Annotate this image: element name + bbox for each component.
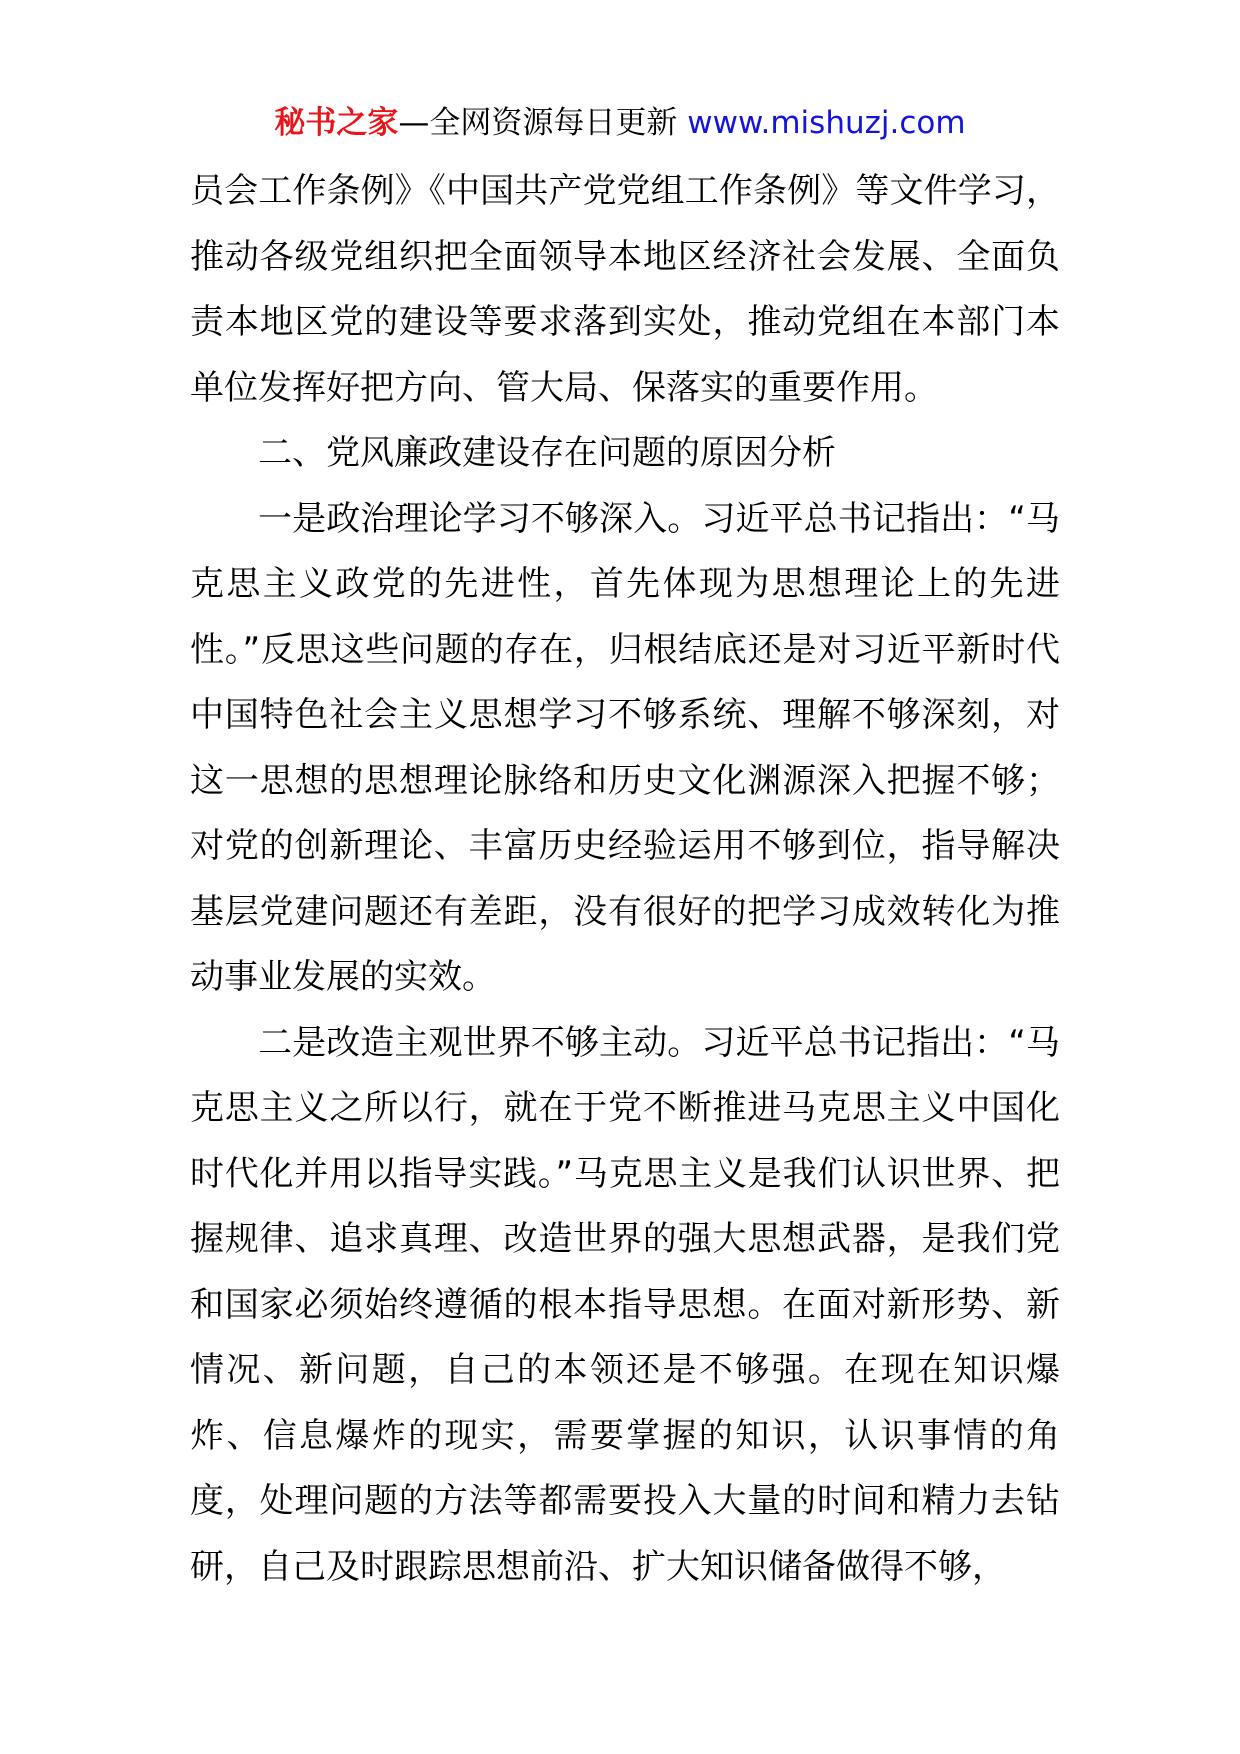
section-heading: 二、党风廉政建设存在问题的原因分析 <box>258 433 836 473</box>
header-tagline: —全网资源每日更新 <box>398 105 688 141</box>
paragraph-reason-one: 一是政治理论学习不够深入。习近平总书记指出：“马克思主义政党的先进性，首先体现为思想理论上的先进性。”反思这些问题的存在，归根结底还是对习近平新时代中国特色社会主义思想学习不够系统、理解不够深刻，对这一思想的思想理论脉络和历史文化渊源深入把握不够；对党的创新理论、丰富历史经验运用不够到位，指导解决基层党建问题还有差距，没有很好的把学习成效转化为推动事业发展的实效。 <box>190 498 1060 997</box>
brand-name: 秘书之家 <box>274 105 399 141</box>
paragraph-reason-two: 二是改造主观世界不够主动。习近平总书记指出：“马克思主义之所以行，就在于党不断推进马克思主义中国化时代化并用以指导实践。”马克思主义是我们认识世界、把握规律、追求真理、改造世界的强大思想武器，是我们党和国家必须始终遵循的根本指导思想。在面对新形势、新情况、新问题，自己的本领还是不够强。在现在知识爆炸、信息爆炸的现实，需要掌握的知识，认识事情的角度，处理问题的方法等都需要投入大量的时间和精力去钻研，自己及时跟踪思想前沿、扩大知识储备做得不够， <box>190 1022 1060 1587</box>
website-link[interactable]: www.mishuzj.com <box>687 105 966 141</box>
document-body <box>190 159 1060 1600</box>
paragraph-continued: 员会工作条例》《中国共产党党组工作条例》等文件学习，推动各级党组织把全面领导本地区经济社会发展、全面负责本地区党的建设等要求落到实处，推动党组在本部门本单位发挥好把方向、管大局、保落实的重要作用。 <box>190 171 1060 408</box>
page-header <box>0 100 1240 146</box>
